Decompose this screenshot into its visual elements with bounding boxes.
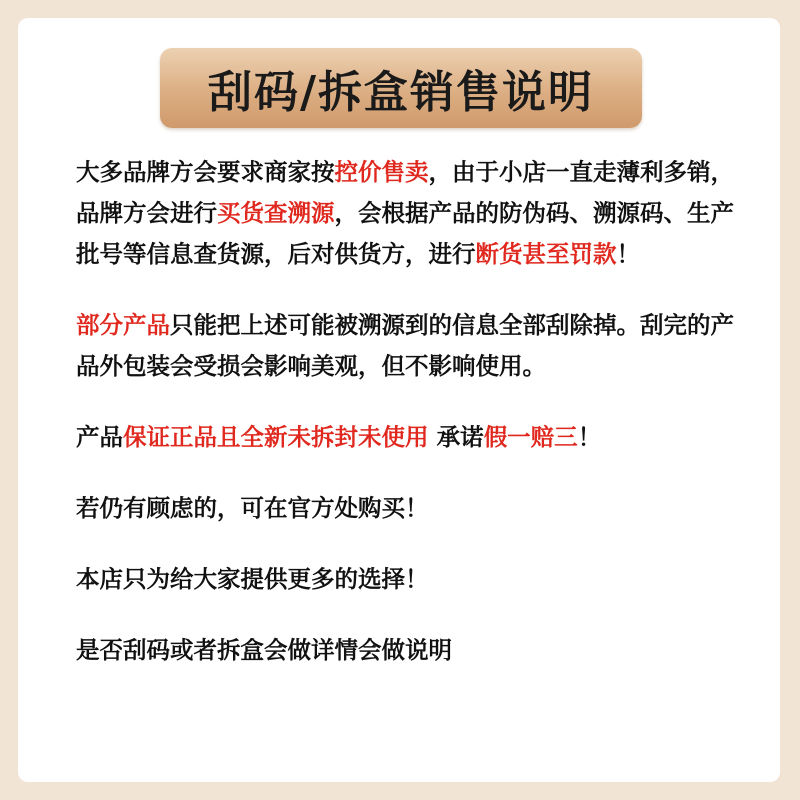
body-text: 承诺 (428, 423, 484, 451)
paragraph-price-control (76, 152, 744, 275)
paragraph-guarantee (76, 417, 744, 458)
paragraph-code-removal (76, 305, 744, 387)
body-text: 大多品牌方会要求商家按 (76, 158, 335, 186)
body-text: ！ (577, 423, 602, 451)
notice-body (76, 152, 744, 671)
body-text: 若仍有顾虑的，可在官方处购买！ (76, 494, 429, 522)
paragraph-detail-note (76, 630, 744, 671)
highlight-text: 保证正品且全新未拆封未使用 (123, 423, 429, 451)
highlight-text: 断货甚至罚款 (475, 240, 617, 268)
body-text: 产品 (76, 423, 123, 451)
highlight-text: 买货查溯源 (217, 199, 335, 227)
page-title: 刮码/拆盒销售说明 (207, 67, 595, 118)
highlight-text: 假一赔三 (483, 423, 578, 451)
title-banner (160, 48, 642, 128)
body-text: 只能把上述可能被溯源到的信息全部刮除掉。刮完的产品外包装会受损会影响美观，但不影响使用。 (76, 311, 734, 380)
highlight-text: 控价售卖 (334, 158, 429, 186)
body-text: ，由于小店一直走薄利多销，品牌方会进行 (76, 158, 734, 227)
paragraph-official-purchase (76, 488, 744, 529)
paragraph-more-choice (76, 559, 744, 600)
body-text: ，会根据产品的防伪码、溯源码、生产批号等信息查货源，后对供货方，进行 (76, 199, 734, 268)
body-text: ！ (616, 240, 640, 268)
highlight-text: 部分产品 (76, 311, 170, 339)
body-text: 是否刮码或者拆盒会做详情会做说明 (76, 636, 452, 664)
body-text: 本店只为给大家提供更多的选择！ (76, 565, 429, 593)
